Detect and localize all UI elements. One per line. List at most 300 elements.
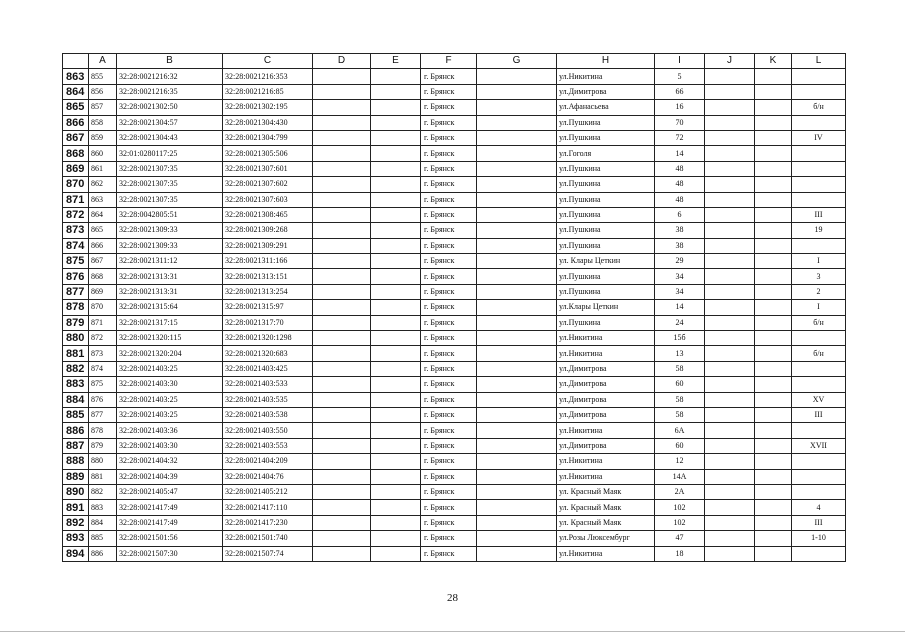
cell-k[interactable] <box>755 115 792 130</box>
cell-d[interactable] <box>313 115 371 130</box>
cell-h[interactable]: ул.Пушкина <box>557 115 655 130</box>
column-header-i[interactable]: I <box>655 54 705 69</box>
cell-i[interactable]: 48 <box>655 177 705 192</box>
cell-b[interactable]: 32:28:0021404:32 <box>117 454 223 469</box>
cell-i[interactable]: 6А <box>655 423 705 438</box>
cell-d[interactable] <box>313 69 371 84</box>
cell-e[interactable] <box>371 146 421 161</box>
cell-k[interactable] <box>755 146 792 161</box>
cell-f[interactable]: г. Брянск <box>421 423 477 438</box>
cell-c[interactable]: 32:28:0021216:85 <box>223 84 313 99</box>
row-number[interactable]: 876 <box>63 269 89 284</box>
cell-d[interactable] <box>313 454 371 469</box>
cell-b[interactable]: 32:28:0021405:47 <box>117 484 223 499</box>
cell-h[interactable]: ул.Никитина <box>557 346 655 361</box>
cell-b[interactable]: 32:28:0021307:35 <box>117 192 223 207</box>
cell-c[interactable]: 32:28:0021302:195 <box>223 100 313 115</box>
cell-e[interactable] <box>371 500 421 515</box>
cell-k[interactable] <box>755 515 792 530</box>
cell-i[interactable]: 34 <box>655 269 705 284</box>
cell-h[interactable]: ул.Пушкина <box>557 161 655 176</box>
row-number[interactable]: 888 <box>63 454 89 469</box>
cell-c[interactable]: 32:28:0021320:1298 <box>223 331 313 346</box>
cell-h[interactable]: ул.Пушкина <box>557 315 655 330</box>
cell-h[interactable]: ул.Димитрова <box>557 392 655 407</box>
cell-f[interactable]: г. Брянск <box>421 331 477 346</box>
cell-j[interactable] <box>705 207 755 222</box>
row-number[interactable]: 879 <box>63 315 89 330</box>
cell-j[interactable] <box>705 115 755 130</box>
cell-i[interactable]: 13 <box>655 346 705 361</box>
cell-i[interactable]: 102 <box>655 500 705 515</box>
cell-j[interactable] <box>705 315 755 330</box>
cell-j[interactable] <box>705 407 755 422</box>
cell-b[interactable]: 32:28:0021216:35 <box>117 84 223 99</box>
cell-a[interactable]: 868 <box>89 269 117 284</box>
cell-i[interactable]: 34 <box>655 284 705 299</box>
row-number[interactable]: 867 <box>63 130 89 145</box>
cell-h[interactable]: ул.Пушкина <box>557 284 655 299</box>
cell-i[interactable]: 58 <box>655 361 705 376</box>
cell-d[interactable] <box>313 100 371 115</box>
row-number[interactable]: 892 <box>63 515 89 530</box>
cell-f[interactable]: г. Брянск <box>421 300 477 315</box>
cell-k[interactable] <box>755 331 792 346</box>
row-number[interactable]: 883 <box>63 377 89 392</box>
cell-j[interactable] <box>705 331 755 346</box>
cell-f[interactable]: г. Брянск <box>421 100 477 115</box>
cell-g[interactable] <box>477 84 557 99</box>
cell-a[interactable]: 880 <box>89 454 117 469</box>
cell-i[interactable]: 48 <box>655 161 705 176</box>
cell-j[interactable] <box>705 223 755 238</box>
cell-f[interactable]: г. Брянск <box>421 223 477 238</box>
cell-b[interactable]: 32:01:0280117:25 <box>117 146 223 161</box>
cell-k[interactable] <box>755 531 792 546</box>
cell-a[interactable]: 869 <box>89 284 117 299</box>
cell-k[interactable] <box>755 454 792 469</box>
cell-d[interactable] <box>313 484 371 499</box>
cell-f[interactable]: г. Брянск <box>421 69 477 84</box>
cell-e[interactable] <box>371 331 421 346</box>
cell-a[interactable]: 883 <box>89 500 117 515</box>
cell-l[interactable]: 3 <box>792 269 846 284</box>
cell-j[interactable] <box>705 84 755 99</box>
cell-k[interactable] <box>755 84 792 99</box>
cell-f[interactable]: г. Брянск <box>421 546 477 561</box>
cell-f[interactable]: г. Брянск <box>421 130 477 145</box>
cell-b[interactable]: 32:28:0021309:33 <box>117 238 223 253</box>
cell-l[interactable] <box>792 361 846 376</box>
cell-g[interactable] <box>477 454 557 469</box>
cell-b[interactable]: 32:28:0021307:35 <box>117 161 223 176</box>
cell-c[interactable]: 32:28:0021305:506 <box>223 146 313 161</box>
cell-f[interactable]: г. Брянск <box>421 192 477 207</box>
cell-l[interactable] <box>792 177 846 192</box>
cell-c[interactable]: 32:28:0021307:603 <box>223 192 313 207</box>
cell-e[interactable] <box>371 177 421 192</box>
cell-e[interactable] <box>371 223 421 238</box>
cell-e[interactable] <box>371 238 421 253</box>
cell-j[interactable] <box>705 392 755 407</box>
cell-k[interactable] <box>755 223 792 238</box>
cell-f[interactable]: г. Брянск <box>421 377 477 392</box>
cell-k[interactable] <box>755 546 792 561</box>
cell-b[interactable]: 32:28:0021317:15 <box>117 315 223 330</box>
cell-g[interactable] <box>477 300 557 315</box>
cell-c[interactable]: 32:28:0021403:553 <box>223 438 313 453</box>
cell-c[interactable]: 32:28:0021501:740 <box>223 531 313 546</box>
cell-j[interactable] <box>705 238 755 253</box>
cell-h[interactable]: ул. Клары Цеткин <box>557 254 655 269</box>
cell-i[interactable]: 2А <box>655 484 705 499</box>
cell-h[interactable]: ул.Розы Люксембург <box>557 531 655 546</box>
cell-c[interactable]: 32:28:0021320:683 <box>223 346 313 361</box>
cell-d[interactable] <box>313 284 371 299</box>
cell-e[interactable] <box>371 269 421 284</box>
cell-e[interactable] <box>371 377 421 392</box>
cell-g[interactable] <box>477 423 557 438</box>
cell-l[interactable]: III <box>792 207 846 222</box>
cell-c[interactable]: 32:28:0021304:799 <box>223 130 313 145</box>
cell-c[interactable]: 32:28:0021403:533 <box>223 377 313 392</box>
row-number[interactable]: 886 <box>63 423 89 438</box>
cell-c[interactable]: 32:28:0021309:291 <box>223 238 313 253</box>
cell-b[interactable]: 32:28:0021313:31 <box>117 269 223 284</box>
cell-g[interactable] <box>477 207 557 222</box>
cell-j[interactable] <box>705 100 755 115</box>
cell-i[interactable]: 102 <box>655 515 705 530</box>
cell-e[interactable] <box>371 469 421 484</box>
cell-d[interactable] <box>313 331 371 346</box>
cell-i[interactable]: 12 <box>655 454 705 469</box>
cell-a[interactable]: 874 <box>89 361 117 376</box>
cell-l[interactable] <box>792 192 846 207</box>
cell-d[interactable] <box>313 269 371 284</box>
cell-a[interactable]: 878 <box>89 423 117 438</box>
column-header-k[interactable]: K <box>755 54 792 69</box>
cell-a[interactable]: 858 <box>89 115 117 130</box>
cell-g[interactable] <box>477 531 557 546</box>
cell-i[interactable]: 60 <box>655 438 705 453</box>
cell-b[interactable]: 32:28:0021309:33 <box>117 223 223 238</box>
cell-a[interactable]: 873 <box>89 346 117 361</box>
cell-g[interactable] <box>477 177 557 192</box>
cell-a[interactable]: 872 <box>89 331 117 346</box>
cell-e[interactable] <box>371 115 421 130</box>
cell-i[interactable]: 72 <box>655 130 705 145</box>
cell-e[interactable] <box>371 407 421 422</box>
cell-f[interactable]: г. Брянск <box>421 146 477 161</box>
cell-b[interactable]: 32:28:0021403:30 <box>117 438 223 453</box>
cell-f[interactable]: г. Брянск <box>421 469 477 484</box>
cell-d[interactable] <box>313 438 371 453</box>
cell-k[interactable] <box>755 284 792 299</box>
cell-g[interactable] <box>477 546 557 561</box>
cell-g[interactable] <box>477 100 557 115</box>
row-number[interactable]: 869 <box>63 161 89 176</box>
cell-c[interactable]: 32:28:0021311:166 <box>223 254 313 269</box>
cell-h[interactable]: ул.Пушкина <box>557 177 655 192</box>
cell-h[interactable]: ул.Гоголя <box>557 146 655 161</box>
cell-k[interactable] <box>755 192 792 207</box>
cell-l[interactable]: 19 <box>792 223 846 238</box>
cell-b[interactable]: 32:28:0042805:51 <box>117 207 223 222</box>
cell-h[interactable]: ул.Димитрова <box>557 438 655 453</box>
cell-k[interactable] <box>755 177 792 192</box>
cell-j[interactable] <box>705 146 755 161</box>
cell-d[interactable] <box>313 192 371 207</box>
cell-e[interactable] <box>371 392 421 407</box>
cell-c[interactable]: 32:28:0021404:76 <box>223 469 313 484</box>
cell-a[interactable]: 886 <box>89 546 117 561</box>
cell-e[interactable] <box>371 254 421 269</box>
cell-e[interactable] <box>371 284 421 299</box>
cell-c[interactable]: 32:28:0021403:425 <box>223 361 313 376</box>
cell-a[interactable]: 871 <box>89 315 117 330</box>
cell-c[interactable]: 32:28:0021405:212 <box>223 484 313 499</box>
cell-g[interactable] <box>477 192 557 207</box>
cell-a[interactable]: 882 <box>89 484 117 499</box>
cell-h[interactable]: ул.Пушкина <box>557 130 655 145</box>
cell-h[interactable]: ул.Афанасьева <box>557 100 655 115</box>
cell-d[interactable] <box>313 531 371 546</box>
cell-b[interactable]: 32:28:0021320:204 <box>117 346 223 361</box>
cell-a[interactable]: 884 <box>89 515 117 530</box>
cell-j[interactable] <box>705 254 755 269</box>
cell-l[interactable]: 4 <box>792 500 846 515</box>
cell-k[interactable] <box>755 161 792 176</box>
cell-b[interactable]: 32:28:0021501:56 <box>117 531 223 546</box>
cell-l[interactable] <box>792 546 846 561</box>
cell-a[interactable]: 875 <box>89 377 117 392</box>
cell-g[interactable] <box>477 331 557 346</box>
cell-e[interactable] <box>371 423 421 438</box>
cell-d[interactable] <box>313 407 371 422</box>
cell-g[interactable] <box>477 130 557 145</box>
cell-b[interactable]: 32:28:0021302:50 <box>117 100 223 115</box>
cell-j[interactable] <box>705 69 755 84</box>
cell-k[interactable] <box>755 100 792 115</box>
cell-f[interactable]: г. Брянск <box>421 392 477 407</box>
cell-e[interactable] <box>371 515 421 530</box>
cell-j[interactable] <box>705 177 755 192</box>
row-number[interactable]: 880 <box>63 331 89 346</box>
column-header-a[interactable]: A <box>89 54 117 69</box>
cell-f[interactable]: г. Брянск <box>421 254 477 269</box>
column-header-b[interactable]: B <box>117 54 223 69</box>
cell-g[interactable] <box>477 254 557 269</box>
cell-d[interactable] <box>313 500 371 515</box>
cell-l[interactable]: б/н <box>792 100 846 115</box>
cell-i[interactable]: 29 <box>655 254 705 269</box>
cell-a[interactable]: 867 <box>89 254 117 269</box>
cell-f[interactable]: г. Брянск <box>421 207 477 222</box>
row-number[interactable]: 873 <box>63 223 89 238</box>
cell-l[interactable]: XVII <box>792 438 846 453</box>
cell-k[interactable] <box>755 392 792 407</box>
cell-b[interactable]: 32:28:0021311:12 <box>117 254 223 269</box>
cell-l[interactable]: XV <box>792 392 846 407</box>
cell-f[interactable]: г. Брянск <box>421 438 477 453</box>
cell-d[interactable] <box>313 84 371 99</box>
cell-l[interactable] <box>792 115 846 130</box>
cell-a[interactable]: 879 <box>89 438 117 453</box>
cell-g[interactable] <box>477 146 557 161</box>
cell-c[interactable]: 32:28:0021307:602 <box>223 177 313 192</box>
cell-d[interactable] <box>313 315 371 330</box>
cell-d[interactable] <box>313 177 371 192</box>
cell-j[interactable] <box>705 161 755 176</box>
cell-b[interactable]: 32:28:0021304:43 <box>117 130 223 145</box>
row-number[interactable]: 881 <box>63 346 89 361</box>
cell-j[interactable] <box>705 438 755 453</box>
cell-i[interactable]: 38 <box>655 223 705 238</box>
cell-a[interactable]: 857 <box>89 100 117 115</box>
cell-c[interactable]: 32:28:0021304:430 <box>223 115 313 130</box>
row-number[interactable]: 890 <box>63 484 89 499</box>
column-header-c[interactable]: C <box>223 54 313 69</box>
cell-h[interactable]: ул.Никитина <box>557 454 655 469</box>
cell-i[interactable]: 38 <box>655 238 705 253</box>
cell-c[interactable]: 32:28:0021403:538 <box>223 407 313 422</box>
cell-e[interactable] <box>371 84 421 99</box>
cell-a[interactable]: 862 <box>89 177 117 192</box>
cell-g[interactable] <box>477 407 557 422</box>
cell-e[interactable] <box>371 315 421 330</box>
cell-l[interactable] <box>792 146 846 161</box>
cell-g[interactable] <box>477 269 557 284</box>
cell-i[interactable]: 14 <box>655 146 705 161</box>
cell-e[interactable] <box>371 207 421 222</box>
cell-b[interactable]: 32:28:0021403:36 <box>117 423 223 438</box>
cell-a[interactable]: 866 <box>89 238 117 253</box>
cell-h[interactable]: ул.Пушкина <box>557 207 655 222</box>
cell-c[interactable]: 32:28:0021404:209 <box>223 454 313 469</box>
cell-l[interactable] <box>792 377 846 392</box>
cell-f[interactable]: г. Брянск <box>421 177 477 192</box>
cell-k[interactable] <box>755 377 792 392</box>
cell-h[interactable]: ул. Красный Маяк <box>557 500 655 515</box>
cell-a[interactable]: 881 <box>89 469 117 484</box>
cell-d[interactable] <box>313 392 371 407</box>
cell-h[interactable]: ул.Димитрова <box>557 361 655 376</box>
cell-l[interactable] <box>792 469 846 484</box>
cell-h[interactable]: ул.Никитина <box>557 469 655 484</box>
row-number[interactable]: 875 <box>63 254 89 269</box>
cell-j[interactable] <box>705 346 755 361</box>
cell-a[interactable]: 885 <box>89 531 117 546</box>
cell-g[interactable] <box>477 346 557 361</box>
cell-b[interactable]: 32:28:0021307:35 <box>117 177 223 192</box>
cell-b[interactable]: 32:28:0021403:30 <box>117 377 223 392</box>
cell-d[interactable] <box>313 300 371 315</box>
cell-b[interactable]: 32:28:0021320:115 <box>117 331 223 346</box>
row-number[interactable]: 877 <box>63 284 89 299</box>
cell-a[interactable]: 856 <box>89 84 117 99</box>
cell-g[interactable] <box>477 484 557 499</box>
cell-l[interactable]: IV <box>792 130 846 145</box>
cell-l[interactable]: 2 <box>792 284 846 299</box>
cell-l[interactable] <box>792 423 846 438</box>
cell-h[interactable]: ул.Пушкина <box>557 192 655 207</box>
row-number[interactable]: 864 <box>63 84 89 99</box>
cell-j[interactable] <box>705 500 755 515</box>
row-number[interactable]: 865 <box>63 100 89 115</box>
cell-d[interactable] <box>313 361 371 376</box>
row-number[interactable]: 887 <box>63 438 89 453</box>
cell-h[interactable]: ул.Никитина <box>557 546 655 561</box>
cell-g[interactable] <box>477 469 557 484</box>
cell-j[interactable] <box>705 469 755 484</box>
row-number[interactable]: 872 <box>63 207 89 222</box>
cell-b[interactable]: 32:28:0021403:25 <box>117 392 223 407</box>
cell-c[interactable]: 32:28:0021403:535 <box>223 392 313 407</box>
cell-g[interactable] <box>477 377 557 392</box>
cell-g[interactable] <box>477 161 557 176</box>
cell-k[interactable] <box>755 207 792 222</box>
cell-i[interactable]: 70 <box>655 115 705 130</box>
cell-j[interactable] <box>705 546 755 561</box>
cell-h[interactable]: ул.Димитрова <box>557 407 655 422</box>
cell-e[interactable] <box>371 346 421 361</box>
cell-k[interactable] <box>755 315 792 330</box>
cell-h[interactable]: ул.Никитина <box>557 331 655 346</box>
cell-j[interactable] <box>705 361 755 376</box>
cell-e[interactable] <box>371 454 421 469</box>
cell-e[interactable] <box>371 531 421 546</box>
cell-e[interactable] <box>371 161 421 176</box>
cell-f[interactable]: г. Брянск <box>421 515 477 530</box>
cell-j[interactable] <box>705 423 755 438</box>
cell-b[interactable]: 32:28:0021507:30 <box>117 546 223 561</box>
cell-l[interactable]: I <box>792 300 846 315</box>
row-number[interactable]: 868 <box>63 146 89 161</box>
cell-j[interactable] <box>705 300 755 315</box>
cell-d[interactable] <box>313 207 371 222</box>
cell-l[interactable] <box>792 238 846 253</box>
cell-l[interactable] <box>792 454 846 469</box>
cell-c[interactable]: 32:28:0021417:110 <box>223 500 313 515</box>
cell-g[interactable] <box>477 500 557 515</box>
cell-f[interactable]: г. Брянск <box>421 454 477 469</box>
cell-h[interactable]: ул.Клары Цеткин <box>557 300 655 315</box>
cell-g[interactable] <box>477 223 557 238</box>
column-header-d[interactable]: D <box>313 54 371 69</box>
cell-j[interactable] <box>705 531 755 546</box>
cell-i[interactable]: 5 <box>655 69 705 84</box>
cell-l[interactable] <box>792 331 846 346</box>
cell-l[interactable]: б/н <box>792 315 846 330</box>
cell-h[interactable]: ул.Димитрова <box>557 84 655 99</box>
cell-b[interactable]: 32:28:0021417:49 <box>117 500 223 515</box>
cell-e[interactable] <box>371 192 421 207</box>
cell-c[interactable]: 32:28:0021507:74 <box>223 546 313 561</box>
cell-h[interactable]: ул.Димитрова <box>557 377 655 392</box>
cell-d[interactable] <box>313 254 371 269</box>
cell-j[interactable] <box>705 484 755 499</box>
cell-b[interactable]: 32:28:0021216:32 <box>117 69 223 84</box>
cell-f[interactable]: г. Брянск <box>421 284 477 299</box>
cell-f[interactable]: г. Брянск <box>421 84 477 99</box>
cell-a[interactable]: 859 <box>89 130 117 145</box>
row-number[interactable]: 870 <box>63 177 89 192</box>
cell-b[interactable]: 32:28:0021417:49 <box>117 515 223 530</box>
column-header-j[interactable]: J <box>705 54 755 69</box>
cell-k[interactable] <box>755 361 792 376</box>
row-number[interactable]: 884 <box>63 392 89 407</box>
cell-i[interactable]: 47 <box>655 531 705 546</box>
